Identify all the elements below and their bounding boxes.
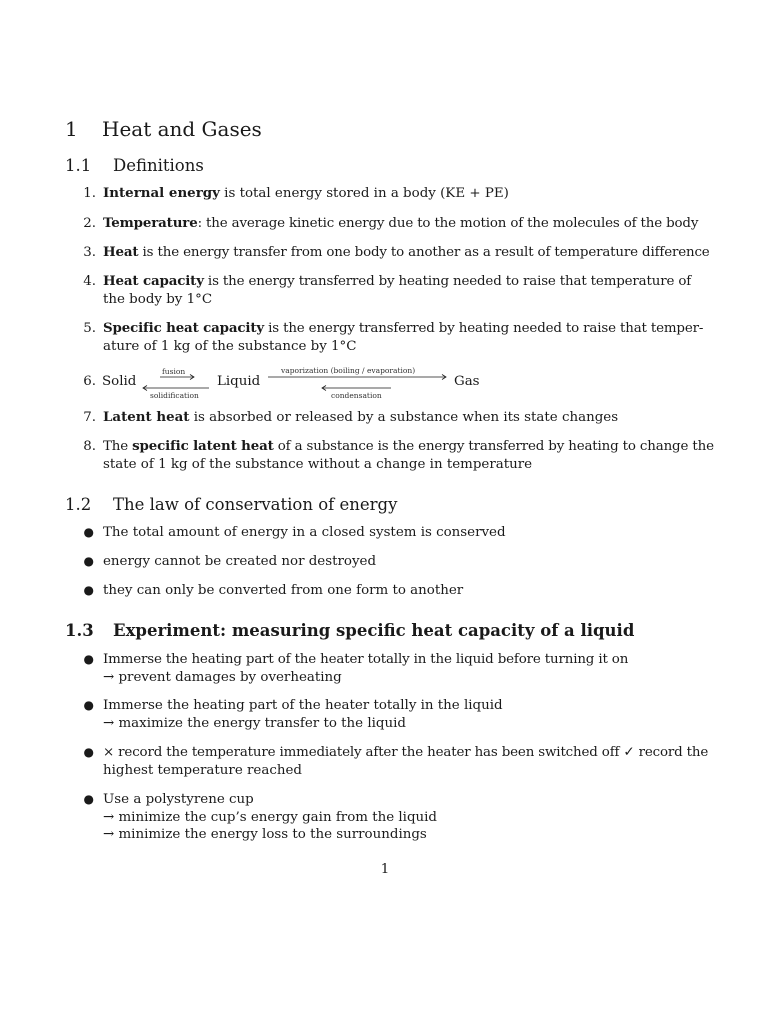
bullet-text: energy cannot be created nor destroyed bbox=[103, 554, 377, 569]
subsection-title: Experiment: measuring specific heat capacity of a liquid bbox=[113, 621, 635, 640]
list-item bbox=[65, 244, 710, 262]
definition-text: is the energy transferred by heating needed to raise that temperature of bbox=[203, 274, 692, 289]
term: specific latent heat bbox=[132, 438, 274, 454]
subsection-heading-conservation bbox=[65, 495, 397, 514]
phase-arrows bbox=[65, 366, 705, 402]
bullet-text-continued: highest temperature reached bbox=[103, 762, 302, 778]
item-number: 1. bbox=[83, 186, 96, 201]
phase-liquid: Liquid bbox=[217, 374, 261, 389]
bullet-icon: ● bbox=[83, 792, 94, 806]
bullet-icon: ● bbox=[83, 652, 94, 666]
label-vaporization: vaporization (boiling / evaporation) bbox=[281, 366, 416, 375]
definition-text-continued: ature of 1 kg of the substance by 1°C bbox=[103, 338, 357, 354]
item-number: 8. bbox=[83, 439, 96, 454]
section-heading bbox=[65, 117, 262, 141]
subsection-heading-definitions bbox=[65, 156, 204, 175]
definition-text: : the average kinetic energy due to the motion of the molecules of the body bbox=[197, 216, 699, 231]
definition-text-continued: state of 1 kg of the substance without a change in temperature bbox=[103, 456, 533, 472]
definition-text: is the energy transfer from one body to another as a result of temperature difference bbox=[138, 245, 710, 260]
subsection-number: 1.2 bbox=[65, 495, 92, 514]
label-condensation: condensation bbox=[331, 391, 382, 400]
definition-text: is absorbed or released by a substance when its state changes bbox=[189, 410, 619, 425]
definition-text-continued: the body by 1°C bbox=[103, 291, 213, 307]
item-number: 5. bbox=[83, 321, 96, 336]
list-item bbox=[65, 438, 714, 473]
phase-change-diagram bbox=[65, 366, 705, 402]
label-fusion: fusion bbox=[162, 367, 186, 376]
list-item bbox=[65, 409, 705, 427]
item-number: 7. bbox=[83, 410, 96, 425]
subsection-heading-experiment bbox=[65, 621, 634, 640]
item-number: 3. bbox=[83, 245, 96, 260]
subsection-title: The law of conservation of energy bbox=[113, 495, 398, 514]
bullet-item bbox=[65, 744, 709, 779]
definition-prefix: The bbox=[103, 439, 133, 454]
label-solidification: solidification bbox=[150, 391, 199, 400]
bullet-item bbox=[65, 524, 705, 542]
item-number: 4. bbox=[83, 274, 96, 289]
section-number: 1 bbox=[65, 117, 78, 141]
list-item bbox=[65, 273, 705, 308]
bullet-item bbox=[65, 697, 705, 732]
item-number: 2. bbox=[83, 216, 96, 231]
term: Temperature bbox=[103, 215, 198, 231]
page-number: 1 bbox=[380, 862, 390, 877]
bullet-text: they can only be converted from one form to another bbox=[103, 583, 464, 598]
bullet-text: The total amount of energy in a closed system is conserved bbox=[103, 525, 506, 540]
phase-solid: Solid bbox=[102, 374, 137, 389]
bullet-icon: ● bbox=[83, 745, 94, 759]
bullet-text: Use a polystyrene cup bbox=[103, 792, 254, 807]
term: Specific heat capacity bbox=[103, 320, 265, 336]
definition-text: is total energy stored in a body (KE + PE) bbox=[219, 186, 509, 201]
bullet-text-consequence: → minimize the energy loss to the surroundings bbox=[103, 827, 427, 842]
term: Heat bbox=[103, 244, 139, 260]
bullet-text-consequence: → prevent damages by overheating bbox=[103, 669, 342, 685]
bullet-item bbox=[65, 791, 705, 844]
bullet-text: Immerse the heating part of the heater totally in the liquid bbox=[103, 698, 503, 713]
bullet-text-consequence: → maximize the energy transfer to the liquid bbox=[103, 715, 406, 731]
definition-text: is the energy transferred by heating needed to raise that temper- bbox=[264, 321, 704, 336]
list-item bbox=[65, 215, 705, 233]
phase-gas: Gas bbox=[454, 374, 480, 389]
bullet-icon: ● bbox=[83, 525, 94, 539]
term: Heat capacity bbox=[103, 273, 204, 289]
subsection-title: Definitions bbox=[113, 156, 204, 175]
bullet-text-consequence: → minimize the cup’s energy gain from the liquid bbox=[103, 809, 438, 825]
bullet-icon: ● bbox=[83, 554, 94, 568]
bullet-text: × record the temperature immediately after the heater has been switched off ✓ record the bbox=[103, 745, 709, 760]
list-item bbox=[65, 185, 705, 203]
bullet-item bbox=[65, 553, 705, 571]
bullet-text: Immerse the heating part of the heater totally in the liquid before turning it on bbox=[103, 652, 629, 667]
bullet-item bbox=[65, 651, 705, 686]
list-item bbox=[65, 320, 705, 355]
bullet-item bbox=[65, 582, 705, 600]
term: Internal energy bbox=[103, 185, 220, 201]
bullet-icon: ● bbox=[83, 583, 94, 597]
subsection-number: 1.1 bbox=[65, 156, 92, 175]
section-title: Heat and Gases bbox=[102, 117, 262, 141]
definition-text: of a substance is the energy transferred by heating to change the bbox=[273, 439, 714, 454]
term: Latent heat bbox=[103, 409, 190, 425]
item-number: 6. bbox=[83, 374, 96, 389]
bullet-icon: ● bbox=[83, 698, 94, 712]
subsection-number: 1.3 bbox=[65, 621, 94, 640]
